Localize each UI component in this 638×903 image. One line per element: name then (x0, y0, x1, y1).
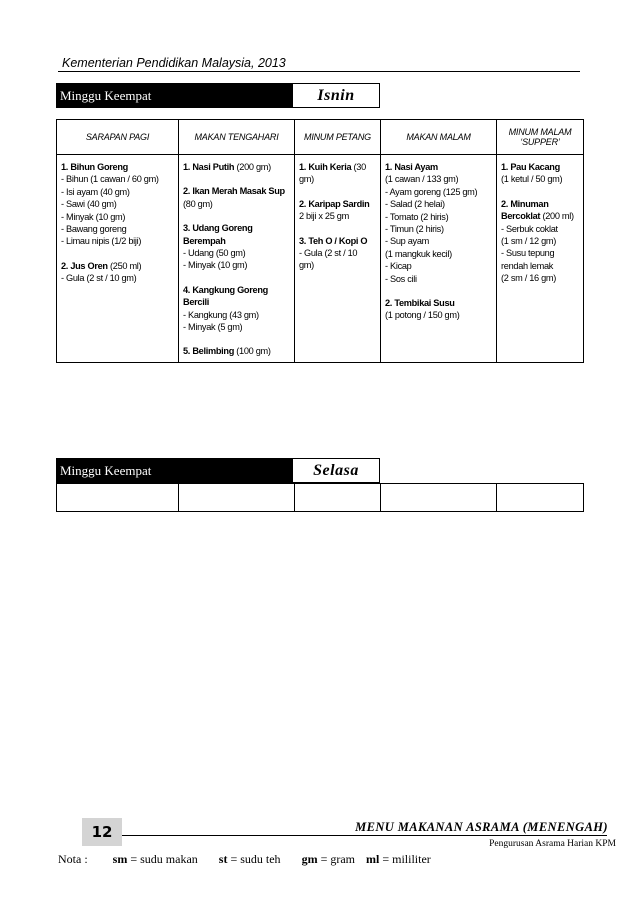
abbr-value: = gram (317, 852, 355, 866)
menu-item-detail: - Isi ayam (40 gm) (61, 186, 130, 197)
footer-title: MENU MAKANAN ASRAMA (MENENGAH) (355, 820, 608, 834)
menu-item-detail: rendah lemak (501, 260, 554, 271)
legend-note (58, 852, 431, 867)
menu-table-isnin (56, 119, 584, 363)
menu-item-detail: - Susu tepung (501, 248, 555, 259)
menu-item-detail: (1 mangkuk kecil) (385, 248, 452, 259)
week-bar-isnin (56, 83, 380, 108)
menu-item-detail: 2 biji x 25 gm (299, 211, 349, 222)
day-label-isnin: Isnin (293, 83, 380, 108)
menu-item-detail: - Gula (2 st / 10 gm) (61, 273, 137, 284)
menu-item-detail: - Ayam goreng (125 gm) (385, 186, 478, 197)
menu-item-detail: - Bihun (1 cawan / 60 gm) (61, 174, 159, 185)
menu-item-detail: - Tomato (2 hiris) (385, 211, 449, 222)
menu-item-detail: - Gula (2 st / 10 (299, 248, 358, 259)
cell-sarapan (57, 155, 179, 363)
menu-item-line (61, 260, 175, 272)
menu-item-title: 4. Kangkung Goreng (183, 284, 268, 295)
menu-item-detail: - Sup ayam (385, 236, 429, 247)
menu-item-detail: - Salad (2 helai) (385, 199, 445, 210)
menu-item-title: 1. Bihun Goreng (61, 162, 128, 172)
col-minum-malam (497, 120, 584, 155)
menu-item-detail: - Limau nipis (1/2 biji) (61, 236, 142, 247)
cell-tengahari (179, 155, 295, 363)
cell-petang (295, 155, 381, 363)
nota-label: Nota : (58, 852, 88, 866)
menu-body-row (57, 155, 584, 363)
menu-item-detail: - Kicap (385, 261, 412, 272)
abbr-key: ml (366, 852, 380, 866)
menu-item-qty: (30 (351, 162, 366, 172)
menu-item-detail: gm) (299, 260, 314, 271)
cell-supper (497, 155, 584, 363)
menu-item-title: Bercoklat (501, 211, 541, 222)
menu-item-qty: (200 ml) (540, 211, 574, 222)
menu-item-detail: - Minyak (5 gm) (183, 322, 243, 333)
page-header: Kementerian Pendidikan Malaysia, 2013 (62, 56, 286, 70)
menu-item-detail: - Kangkung (43 gm) (183, 309, 259, 320)
col-sarapan-pagi: SARAPAN PAGI (57, 120, 179, 155)
page-number: 12 (82, 818, 122, 846)
menu-item-title: 3. Teh O / Kopi O (299, 235, 368, 246)
cell-malam (381, 155, 497, 363)
menu-item-qty: (100 gm) (234, 346, 271, 357)
day-label-selasa: Selasa (293, 458, 380, 483)
menu-item-title: 1. Pau Kacang (501, 162, 560, 172)
menu-item-title: 2. Ikan Merah Masak Sup (183, 186, 285, 197)
table-cell (497, 484, 584, 512)
menu-header-row (57, 120, 584, 155)
footer-subtitle: Pengurusan Asrama Harian KPM (489, 839, 616, 849)
menu-item-title: 1. Kuih Keria (299, 162, 352, 172)
abbr-value: = sudu teh (227, 852, 281, 866)
menu-item-qty: (200 gm) (234, 162, 271, 172)
menu-item-detail: - Sos cili (385, 273, 417, 284)
table-cell (295, 484, 381, 512)
menu-item-detail: - Minyak (10 gm) (183, 260, 248, 271)
menu-item-title: 1. Nasi Ayam (385, 162, 438, 172)
menu-table-selasa (56, 483, 584, 512)
menu-item-detail: (1 potong / 150 gm) (385, 310, 460, 321)
abbr-key: gm (301, 852, 318, 866)
menu-empty-row (57, 484, 584, 512)
menu-item-line (183, 161, 291, 173)
table-cell (57, 484, 179, 512)
col-supper-label: ‘SUPPER’ (520, 137, 560, 147)
menu-item-title: 1. Nasi Putih (183, 162, 235, 172)
week-label: Minggu Keempat (56, 458, 293, 483)
menu-item-title: 2. Tembikai Susu (385, 298, 455, 309)
menu-item-detail: (2 sm / 16 gm) (501, 273, 557, 284)
menu-item-detail: (1 cawan / 133 gm) (385, 174, 459, 185)
abbr-key: sm (112, 852, 128, 866)
col-makan-tengahari: MAKAN TENGAHARI (179, 120, 295, 155)
menu-item-detail: - Serbuk coklat (501, 223, 558, 234)
table-cell (381, 484, 497, 512)
menu-item-qty: (250 ml) (107, 260, 142, 271)
menu-item-qty: (80 gm) (183, 198, 213, 209)
menu-item-title: Bercili (183, 297, 209, 308)
week-bar-selasa (56, 458, 380, 483)
menu-item-title: 2. Karipap Sardin (299, 198, 370, 209)
col-makan-malam: MAKAN MALAM (381, 120, 497, 155)
menu-item-title: 2. Jus Oren (61, 260, 108, 271)
menu-item-line (299, 161, 377, 173)
menu-item-line (501, 210, 580, 222)
menu-item-detail: - Bawang goreng (61, 224, 127, 235)
menu-item-detail: - Sawi (40 gm) (61, 199, 117, 210)
week-label: Minggu Keempat (56, 83, 293, 108)
menu-item-detail: - Timun (2 hiris) (385, 224, 444, 235)
menu-item-title: 5. Belimbing (183, 346, 235, 357)
table-cell (179, 484, 295, 512)
menu-item-qty: gm) (299, 174, 314, 185)
menu-item-detail: (1 sm / 12 gm) (501, 236, 557, 247)
abbr-value: = mililiter (379, 852, 431, 866)
col-minum-malam-label: MINUM MALAM (508, 127, 572, 137)
header-divider (58, 71, 580, 72)
abbr-value: = sudu makan (127, 852, 198, 866)
menu-item-title: 3. Udang Goreng (183, 223, 253, 234)
menu-item-detail: - Udang (50 gm) (183, 248, 246, 259)
menu-item-title: Berempah (183, 235, 226, 246)
menu-item-detail: (1 ketul / 50 gm) (501, 174, 563, 185)
footer-divider (122, 835, 607, 836)
col-minum-petang: MINUM PETANG (295, 120, 381, 155)
menu-item-title: 2. Minuman (501, 198, 549, 209)
menu-item-detail: - Minyak (10 gm) (61, 211, 126, 222)
abbr-key: st (218, 852, 228, 866)
menu-item-line (183, 345, 291, 357)
